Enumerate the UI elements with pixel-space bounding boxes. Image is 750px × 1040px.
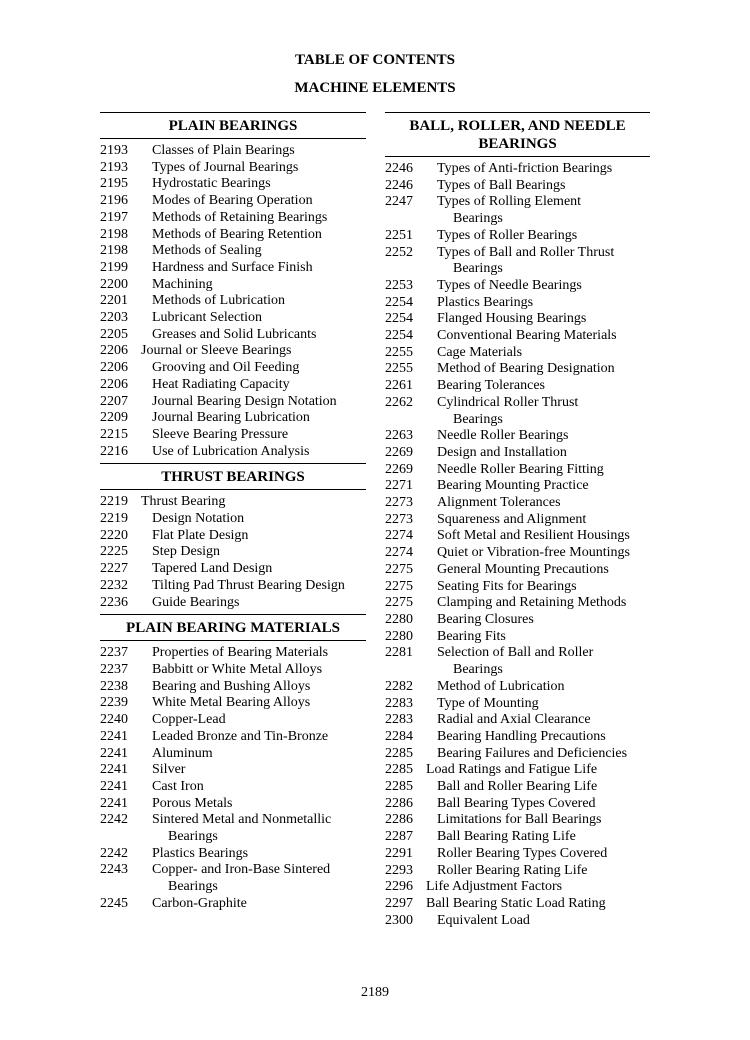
toc-entry[interactable] bbox=[385, 328, 650, 345]
toc-entry-continuation[interactable] bbox=[100, 829, 366, 846]
toc-entry[interactable] bbox=[100, 662, 366, 679]
toc-entry[interactable] bbox=[100, 310, 366, 327]
entry-title: Types of Anti-friction Bearings bbox=[437, 161, 613, 176]
entry-title: Life Adjustment Factors bbox=[426, 879, 563, 895]
entry-page-number: 2201 bbox=[100, 293, 128, 309]
entry-title: Bearings bbox=[168, 829, 218, 845]
entry-page-number: 2206 bbox=[100, 343, 128, 359]
toc-entry[interactable] bbox=[100, 896, 366, 913]
toc-entry[interactable] bbox=[100, 394, 366, 411]
entry-title: Leaded Bronze and Tin-Bronze bbox=[152, 728, 329, 744]
entry-title: Babbitt or White Metal Alloys bbox=[152, 661, 323, 677]
entry-title: Lubricant Selection bbox=[152, 310, 263, 326]
toc-entry[interactable] bbox=[100, 427, 366, 444]
entry-title: Seating Fits for Bearings bbox=[437, 578, 577, 594]
toc-entry[interactable] bbox=[385, 161, 650, 178]
entry-page-number: 2193 bbox=[100, 159, 128, 175]
entry-page-number: 2227 bbox=[100, 561, 128, 577]
entry-page-number bbox=[385, 412, 437, 429]
entry-title: Bearing Mounting Practice bbox=[437, 478, 589, 494]
entry-page-number bbox=[385, 261, 437, 278]
entry-title: Ball Bearing Rating Life bbox=[437, 829, 576, 845]
entry-page-number: 2287 bbox=[385, 829, 413, 845]
entry-title: Step Design bbox=[152, 544, 221, 560]
entry-title: Hydrostatic Bearings bbox=[152, 176, 271, 192]
toc-entry[interactable] bbox=[385, 595, 650, 612]
entry-title: Porous Metals bbox=[152, 795, 233, 811]
entry-page-number: 2207 bbox=[100, 393, 128, 409]
toc-entry[interactable] bbox=[100, 762, 366, 779]
toc-entry[interactable] bbox=[385, 194, 650, 211]
entry-page-number bbox=[385, 662, 437, 679]
entry-page-number: 2293 bbox=[385, 862, 413, 878]
entry-title: Types of Roller Bearings bbox=[437, 227, 578, 243]
entry-page-number: 2200 bbox=[100, 276, 128, 292]
entry-title: Bearings bbox=[453, 211, 503, 227]
entry-title: Hardness and Surface Finish bbox=[152, 259, 313, 275]
entry-page-number: 2262 bbox=[385, 394, 413, 410]
entry-title: Machining bbox=[152, 276, 213, 292]
entry-page-number bbox=[100, 879, 152, 896]
toc-entry[interactable] bbox=[385, 829, 650, 846]
entry-page-number: 2296 bbox=[385, 879, 413, 895]
section-thrust-bearings bbox=[100, 463, 366, 611]
entry-title: Carbon-Graphite bbox=[152, 895, 247, 911]
entry-title: Bearing and Bushing Alloys bbox=[152, 678, 311, 694]
entry-title: Alignment Tolerances bbox=[437, 495, 561, 511]
toc-entry[interactable] bbox=[100, 712, 366, 729]
entry-page-number: 2195 bbox=[100, 176, 128, 192]
toc-entry[interactable] bbox=[100, 595, 366, 612]
entry-page-number: 2275 bbox=[385, 578, 413, 594]
entry-page-number: 2285 bbox=[385, 745, 413, 761]
toc-entry[interactable] bbox=[100, 561, 366, 578]
toc-entry[interactable] bbox=[385, 445, 650, 462]
entry-title: Types of Needle Bearings bbox=[437, 277, 582, 293]
toc-entry[interactable] bbox=[385, 879, 650, 896]
toc-entry[interactable] bbox=[100, 812, 366, 829]
entry-page-number: 2286 bbox=[385, 795, 413, 811]
toc-entry[interactable] bbox=[385, 295, 650, 312]
toc-entry[interactable] bbox=[385, 245, 650, 262]
entry-page-number: 2205 bbox=[100, 326, 128, 342]
entry-title: Ball and Roller Bearing Life bbox=[437, 779, 598, 795]
entry-page-number: 2252 bbox=[385, 244, 413, 260]
entry-title: Bearings bbox=[453, 261, 503, 277]
entry-title: Equivalent Load bbox=[437, 912, 530, 928]
entry-title: Types of Rolling Element bbox=[437, 194, 582, 210]
entry-title: Cast Iron bbox=[152, 778, 204, 794]
toc-entry[interactable] bbox=[385, 812, 650, 829]
entry-page-number: 2300 bbox=[385, 912, 413, 928]
entry-page-number: 2254 bbox=[385, 328, 413, 344]
entry-title: Ball Bearing Static Load Rating bbox=[426, 895, 606, 911]
section-heading: PLAIN BEARING MATERIALS bbox=[100, 614, 366, 641]
entry-page-number: 2261 bbox=[385, 378, 413, 394]
toc-entry[interactable] bbox=[100, 679, 366, 696]
entry-page-number: 2269 bbox=[385, 461, 413, 477]
toc-entry[interactable] bbox=[100, 796, 366, 813]
entry-title: Modes of Bearing Operation bbox=[152, 193, 313, 209]
section-ball-roller-and-needle-bearings bbox=[385, 112, 650, 929]
entry-page-number: 2246 bbox=[385, 161, 413, 176]
entry-page-number: 2242 bbox=[100, 845, 128, 861]
entry-page-number: 2206 bbox=[100, 376, 128, 392]
toc-entry[interactable] bbox=[385, 729, 650, 746]
toc-entry[interactable] bbox=[100, 779, 366, 796]
entry-title: Bearing Tolerances bbox=[437, 378, 545, 394]
toc-entry[interactable] bbox=[385, 612, 650, 629]
entry-title: Aluminum bbox=[152, 745, 213, 761]
toc-entry[interactable] bbox=[100, 193, 366, 210]
entry-title: Roller Bearing Rating Life bbox=[437, 862, 588, 878]
toc-subtitle: MACHINE ELEMENTS bbox=[294, 80, 456, 96]
entry-page-number: 2209 bbox=[100, 410, 128, 426]
entry-page-number: 2255 bbox=[385, 344, 413, 360]
toc-entry[interactable] bbox=[385, 796, 650, 813]
entry-page-number: 2236 bbox=[100, 594, 128, 610]
right-column bbox=[385, 112, 650, 929]
entry-title: Thrust Bearing bbox=[141, 494, 226, 510]
toc-entry[interactable] bbox=[385, 762, 650, 779]
entry-title: Grooving and Oil Feeding bbox=[152, 360, 300, 376]
entry-title: Needle Roller Bearings bbox=[437, 428, 569, 444]
entry-title: Bearing Handling Precautions bbox=[437, 728, 606, 744]
entry-page-number: 2284 bbox=[385, 728, 413, 744]
entry-page-number: 2238 bbox=[100, 678, 128, 694]
entry-title: Type of Mounting bbox=[437, 695, 539, 711]
entry-title: Heat Radiating Capacity bbox=[152, 376, 290, 392]
entry-page-number: 2274 bbox=[385, 528, 413, 544]
toc-entry[interactable] bbox=[385, 579, 650, 596]
toc-entry[interactable] bbox=[100, 578, 366, 595]
entry-title: Sleeve Bearing Pressure bbox=[152, 426, 289, 442]
entry-page-number: 2216 bbox=[100, 443, 128, 459]
entry-title: Method of Bearing Designation bbox=[437, 361, 615, 377]
toc-entry[interactable] bbox=[100, 410, 366, 427]
toc-entry-continuation[interactable] bbox=[385, 211, 650, 228]
toc-entry[interactable] bbox=[385, 712, 650, 729]
entry-title: Ball Bearing Types Covered bbox=[437, 795, 596, 811]
entry-page-number: 2237 bbox=[100, 645, 128, 661]
toc-entry[interactable] bbox=[100, 645, 366, 662]
toc-entry[interactable] bbox=[385, 311, 650, 328]
toc-entry[interactable] bbox=[100, 511, 366, 528]
entry-page-number: 2282 bbox=[385, 678, 413, 694]
entry-title: Classes of Plain Bearings bbox=[152, 143, 295, 158]
entry-title: White Metal Bearing Alloys bbox=[152, 695, 311, 711]
entry-title: Bearing Failures and Deficiencies bbox=[437, 745, 628, 761]
entry-page-number: 2237 bbox=[100, 661, 128, 677]
entry-page-number: 2203 bbox=[100, 310, 128, 326]
entry-page-number: 2251 bbox=[385, 227, 413, 243]
entry-title: Copper-Lead bbox=[152, 712, 226, 728]
entry-page-number: 2241 bbox=[100, 762, 128, 778]
toc-entry-continuation[interactable] bbox=[385, 412, 650, 429]
toc-entry[interactable] bbox=[100, 210, 366, 227]
entry-page-number bbox=[385, 211, 437, 228]
entry-page-number: 2283 bbox=[385, 712, 413, 728]
entry-title: Tapered Land Design bbox=[152, 561, 273, 577]
toc-entry[interactable] bbox=[100, 327, 366, 344]
toc-entry[interactable] bbox=[100, 544, 366, 561]
toc-entry[interactable] bbox=[385, 896, 650, 913]
entry-page-number: 2241 bbox=[100, 745, 128, 761]
section-heading: PLAIN BEARINGS bbox=[100, 112, 366, 139]
toc-entry[interactable] bbox=[100, 260, 366, 277]
entry-page-number: 2198 bbox=[100, 226, 128, 242]
toc-entry[interactable] bbox=[385, 645, 650, 662]
entry-page-number: 2240 bbox=[100, 712, 128, 728]
toc-entry[interactable] bbox=[385, 462, 650, 479]
entry-title: Radial and Axial Clearance bbox=[437, 712, 591, 728]
entry-page-number: 2215 bbox=[100, 426, 128, 442]
entry-title: Methods of Retaining Bearings bbox=[152, 209, 328, 225]
toc-entry[interactable] bbox=[385, 395, 650, 412]
entry-title: Bearing Closures bbox=[437, 611, 534, 627]
entry-page-number: 2285 bbox=[385, 779, 413, 795]
section-heading-line: BALL, ROLLER, AND NEEDLE bbox=[409, 118, 626, 134]
entry-page-number: 2196 bbox=[100, 193, 128, 209]
toc-entry[interactable] bbox=[100, 746, 366, 763]
entry-page-number: 2254 bbox=[385, 294, 413, 310]
toc-entry[interactable] bbox=[100, 444, 366, 461]
entry-title: Roller Bearing Types Covered bbox=[437, 845, 608, 861]
toc-entry[interactable] bbox=[100, 243, 366, 260]
toc-entry[interactable] bbox=[385, 361, 650, 378]
section-plain-bearings bbox=[100, 112, 366, 460]
entry-title: Journal Bearing Lubrication bbox=[152, 410, 310, 426]
toc-entry-continuation[interactable] bbox=[385, 662, 650, 679]
entry-title: Guide Bearings bbox=[152, 594, 240, 610]
toc-entry[interactable] bbox=[100, 176, 366, 193]
entry-title: Method of Lubrication bbox=[437, 678, 565, 694]
toc-entry[interactable] bbox=[100, 846, 366, 863]
toc-entry[interactable] bbox=[385, 846, 650, 863]
toc-entry[interactable] bbox=[385, 378, 650, 395]
entry-page-number: 2198 bbox=[100, 243, 128, 259]
toc-title: TABLE OF CONTENTS bbox=[294, 52, 456, 68]
entry-page-number: 2255 bbox=[385, 361, 413, 377]
toc-entry[interactable] bbox=[385, 696, 650, 713]
entry-page-number bbox=[100, 829, 152, 846]
entry-page-number: 2273 bbox=[385, 511, 413, 527]
toc-entry[interactable] bbox=[385, 528, 650, 545]
entry-page-number: 2280 bbox=[385, 628, 413, 644]
entry-title: Journal Bearing Design Notation bbox=[152, 393, 337, 409]
entry-title: Flat Plate Design bbox=[152, 527, 249, 543]
section-plain-bearing-materials bbox=[100, 614, 366, 912]
entry-title: Conventional Bearing Materials bbox=[437, 328, 617, 344]
toc-entry[interactable] bbox=[385, 345, 650, 362]
entry-title: Methods of Lubrication bbox=[152, 293, 285, 309]
toc-entry[interactable] bbox=[385, 545, 650, 562]
entry-title: Copper- and Iron-Base Sintered bbox=[152, 862, 331, 878]
entry-page-number: 2247 bbox=[385, 194, 413, 210]
toc-entry[interactable] bbox=[385, 428, 650, 445]
entry-page-number: 2245 bbox=[100, 895, 128, 911]
toc-entry[interactable] bbox=[385, 562, 650, 579]
toc-entry[interactable] bbox=[100, 494, 366, 511]
entry-page-number: 2273 bbox=[385, 495, 413, 511]
entry-title: Bearing Fits bbox=[437, 628, 506, 644]
entry-title: Types of Ball Bearings bbox=[437, 177, 566, 193]
toc-entry[interactable] bbox=[100, 862, 366, 879]
entry-title: Journal or Sleeve Bearings bbox=[141, 343, 292, 359]
section-heading: THRUST BEARINGS bbox=[100, 463, 366, 490]
entry-title: Limitations for Ball Bearings bbox=[437, 812, 602, 828]
entry-page-number: 2297 bbox=[385, 895, 413, 911]
entry-page-number: 2291 bbox=[385, 845, 413, 861]
entry-page-number: 2275 bbox=[385, 561, 413, 577]
toc-entry-continuation[interactable] bbox=[100, 879, 366, 896]
toc-entry[interactable] bbox=[385, 746, 650, 763]
entry-title: Plastics Bearings bbox=[152, 845, 249, 861]
entry-title: Flanged Housing Bearings bbox=[437, 311, 587, 327]
entry-title: Sintered Metal and Nonmetallic bbox=[152, 812, 332, 828]
entry-title: Squareness and Alignment bbox=[437, 511, 587, 527]
toc-entry[interactable] bbox=[385, 913, 650, 930]
entry-title: Cage Materials bbox=[437, 344, 523, 360]
toc-entry[interactable] bbox=[385, 278, 650, 295]
entry-page-number: 2253 bbox=[385, 277, 413, 293]
entry-page-number: 2241 bbox=[100, 778, 128, 794]
entry-page-number: 2193 bbox=[100, 143, 128, 158]
toc-entry[interactable] bbox=[100, 695, 366, 712]
entry-page-number: 2283 bbox=[385, 695, 413, 711]
entry-page-number: 2199 bbox=[100, 259, 128, 275]
entry-page-number: 2281 bbox=[385, 645, 413, 661]
toc-entry[interactable] bbox=[385, 512, 650, 529]
entry-page-number: 2263 bbox=[385, 428, 413, 444]
entry-page-number: 2269 bbox=[385, 444, 413, 460]
entry-page-number: 2225 bbox=[100, 544, 128, 560]
entry-title: Bearings bbox=[453, 662, 503, 678]
entry-title: Bearings bbox=[453, 411, 503, 427]
toc-entry[interactable] bbox=[385, 679, 650, 696]
entry-title: Bearings bbox=[168, 879, 218, 895]
entry-title: Cylindrical Roller Thrust bbox=[437, 394, 579, 410]
toc-entry[interactable] bbox=[385, 863, 650, 880]
toc-entry[interactable] bbox=[100, 377, 366, 394]
toc-entry[interactable] bbox=[385, 495, 650, 512]
entry-page-number: 2239 bbox=[100, 695, 128, 711]
toc-entry[interactable] bbox=[385, 779, 650, 796]
toc-entry[interactable] bbox=[100, 143, 366, 160]
entry-title: Needle Roller Bearing Fitting bbox=[437, 461, 604, 477]
toc-entry[interactable] bbox=[100, 528, 366, 545]
entry-title: Selection of Ball and Roller bbox=[437, 645, 594, 661]
entry-title: General Mounting Precautions bbox=[437, 561, 609, 577]
entry-title: Clamping and Retaining Methods bbox=[437, 595, 627, 611]
entry-title: Design and Installation bbox=[437, 444, 567, 460]
entry-page-number: 2274 bbox=[385, 545, 413, 561]
entry-page-number: 2219 bbox=[100, 511, 128, 527]
toc-entry[interactable] bbox=[100, 277, 366, 294]
entry-page-number: 2232 bbox=[100, 577, 128, 593]
toc-entry[interactable] bbox=[100, 293, 366, 310]
entry-page-number: 2246 bbox=[385, 177, 413, 193]
entry-title: Properties of Bearing Materials bbox=[152, 645, 329, 661]
entry-title: Soft Metal and Resilient Housings bbox=[437, 528, 630, 544]
entry-title: Quiet or Vibration-free Mountings bbox=[437, 545, 630, 561]
entry-page-number: 2243 bbox=[100, 862, 128, 878]
toc-entry[interactable] bbox=[385, 478, 650, 495]
entry-page-number: 2220 bbox=[100, 527, 128, 543]
entry-title: Plastics Bearings bbox=[437, 294, 534, 310]
entry-page-number: 2280 bbox=[385, 611, 413, 627]
entry-title: Types of Journal Bearings bbox=[152, 159, 299, 175]
entry-page-number: 2275 bbox=[385, 595, 413, 611]
entry-title: Silver bbox=[152, 762, 186, 778]
toc-entry[interactable] bbox=[100, 343, 366, 360]
entry-title: Methods of Sealing bbox=[152, 243, 262, 259]
toc-entry[interactable] bbox=[100, 360, 366, 377]
entry-title: Use of Lubrication Analysis bbox=[152, 443, 310, 459]
entry-page-number: 2219 bbox=[100, 494, 128, 510]
toc-entry[interactable] bbox=[385, 629, 650, 646]
page-number: 2189 bbox=[361, 985, 389, 1000]
entry-page-number: 2254 bbox=[385, 311, 413, 327]
section-heading-line: BEARINGS bbox=[478, 136, 557, 152]
toc-entry[interactable] bbox=[100, 160, 366, 177]
entry-title: Methods of Bearing Retention bbox=[152, 226, 322, 242]
entry-page-number: 2285 bbox=[385, 762, 413, 778]
toc-entry[interactable] bbox=[100, 227, 366, 244]
left-column bbox=[100, 112, 366, 913]
entry-page-number: 2242 bbox=[100, 812, 128, 828]
section-heading bbox=[385, 112, 650, 157]
entry-page-number: 2286 bbox=[385, 812, 413, 828]
entry-title: Types of Ball and Roller Thrust bbox=[437, 244, 615, 260]
entry-page-number: 2206 bbox=[100, 360, 128, 376]
toc-entry[interactable] bbox=[100, 729, 366, 746]
toc-entry[interactable] bbox=[385, 178, 650, 195]
entry-page-number: 2241 bbox=[100, 728, 128, 744]
entry-page-number: 2241 bbox=[100, 795, 128, 811]
entry-title: Load Ratings and Fatigue Life bbox=[426, 762, 598, 778]
toc-entry[interactable] bbox=[385, 228, 650, 245]
entry-page-number: 2271 bbox=[385, 478, 413, 494]
toc-entry-continuation[interactable] bbox=[385, 261, 650, 278]
entry-page-number: 2197 bbox=[100, 209, 128, 225]
entry-title: Tilting Pad Thrust Bearing Design bbox=[152, 577, 345, 593]
entry-title: Design Notation bbox=[152, 511, 245, 527]
entry-title: Greases and Solid Lubricants bbox=[152, 326, 317, 342]
